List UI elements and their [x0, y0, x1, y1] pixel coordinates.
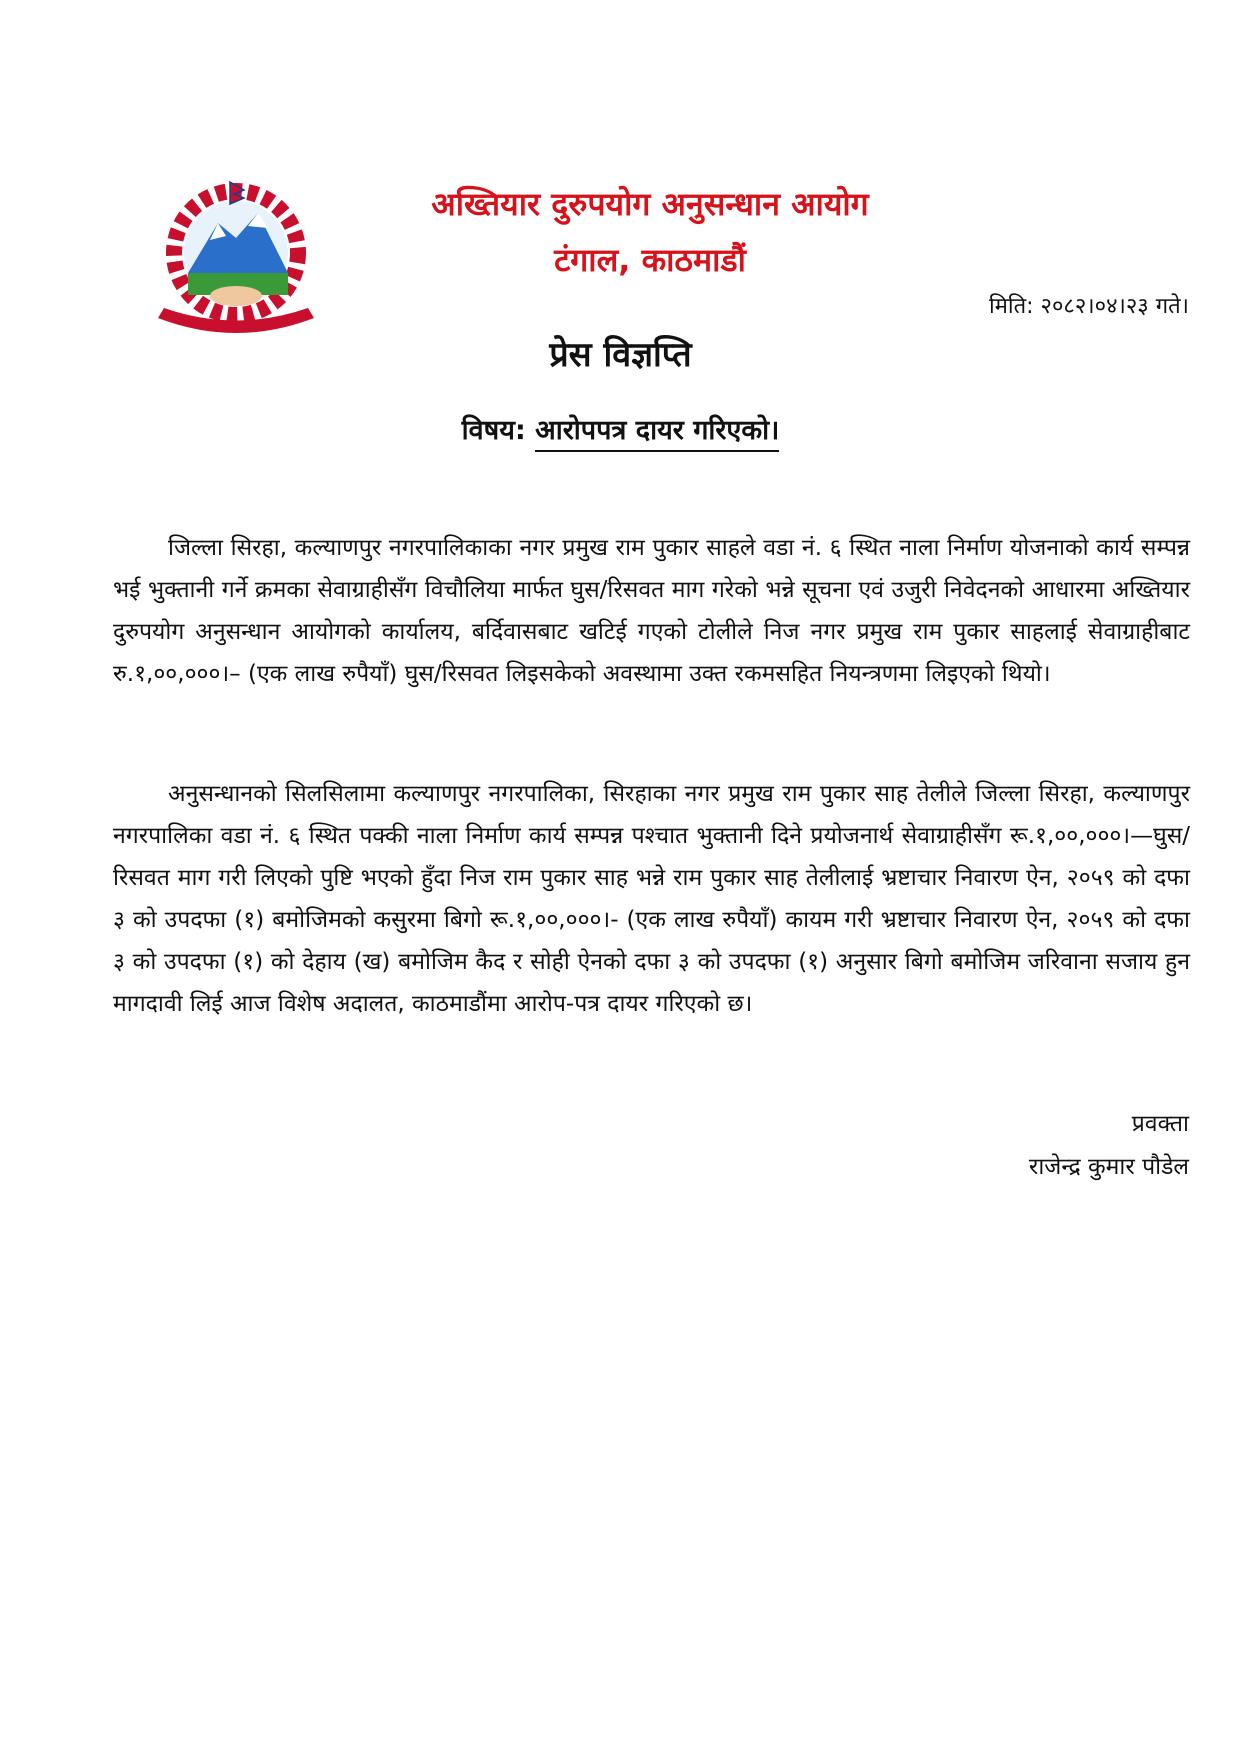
body-paragraph-1: जिल्ला सिरहा, कल्याणपुर नगरपालिकाका नगर प्रमुख राम पुकार साहले वडा नं. ६ स्थित नाला निर्माण योजनाको कार्य सम्पन्न भई भुक्तानी गर्ने क्रमका सेवाग्राहीसँग विचौलिया मार्फत घुस/रिसवत माग गरेको भन्ने सूचना एवं उजुरी निवेदनको आधारमा अख्तियार दुरुपयोग अनुसन्धान आयोगको कार्यालय, बर्दिवासबाट खटिई गएको टोलीले निज नगर प्रमुख राम पुकार साहलाई सेवाग्राहीबाट रु.१,००,०००।– (एक लाख रुपैयाँ) घुस/रिसवत लिइसकेको अवस्थामा उक्त रकमसहित नियन्त्रणमा लिइएको थियो।: [113, 535, 1190, 687]
signature-block: [1029, 1103, 1189, 1189]
organization-address: टंगाल, काठमाडौं: [554, 241, 746, 279]
subject-text: आरोपपत्र दायर गरिएको।: [535, 415, 779, 452]
date: मिति: २०८२।०४।२३ गते।: [989, 294, 1189, 319]
body-paragraph-2: अनुसन्धानको सिलसिलामा कल्याणपुर नगरपालिका, सिरहाका नगर प्रमुख राम पुकार साह तेलीले जिल्ला सिरहा, कल्याणपुर नगरपालिका वडा नं. ६ स्थित पक्की नाला निर्माण कार्य सम्पन्न पश्चात भुक्तानी दिने प्रयोजनार्थ सेवाग्राहीसँग रू.१,००,०००।—घुस/रिसवत माग गरी लिएको पुष्टि भएको हुँदा निज राम पुकार साह भन्ने राम पुकार साह तेलीलाई भ्रष्टाचार निवारण ऐन, २०५९ को दफा ३ को उपदफा (१) बमोजिमको कसुरमा बिगो रू.१,००,०००।- (एक लाख रुपैयाँ) कायम गरी भ्रष्टाचार निवारण ऐन, २०५९ को दफा ३ को उपदफा (१) को देहाय (ख) बमोजिम कैद र सोही ऐनको दफा ३ को उपदफा (१) अनुसार बिगो बमोजिम जरिवाना सजाय हुन मागदावी लिई आज विशेष अदालत, काठमाडौंमा आरोप-पत्र दायर गरिएको छ।: [113, 781, 1190, 1017]
subject-label: विषय:: [461, 415, 526, 446]
subject-line: [0, 410, 1241, 447]
organization-name: अख्तियार दुरुपयोग अनुसन्धान आयोग: [431, 185, 869, 223]
press-release-title: प्रेस विज्ञप्ति: [549, 335, 692, 375]
nepal-emblem-logo: [148, 178, 324, 338]
signature-role: प्रवक्ता: [1131, 1111, 1189, 1137]
signature-name: राजेन्द्र कुमार पौडेल: [1028, 1154, 1189, 1180]
